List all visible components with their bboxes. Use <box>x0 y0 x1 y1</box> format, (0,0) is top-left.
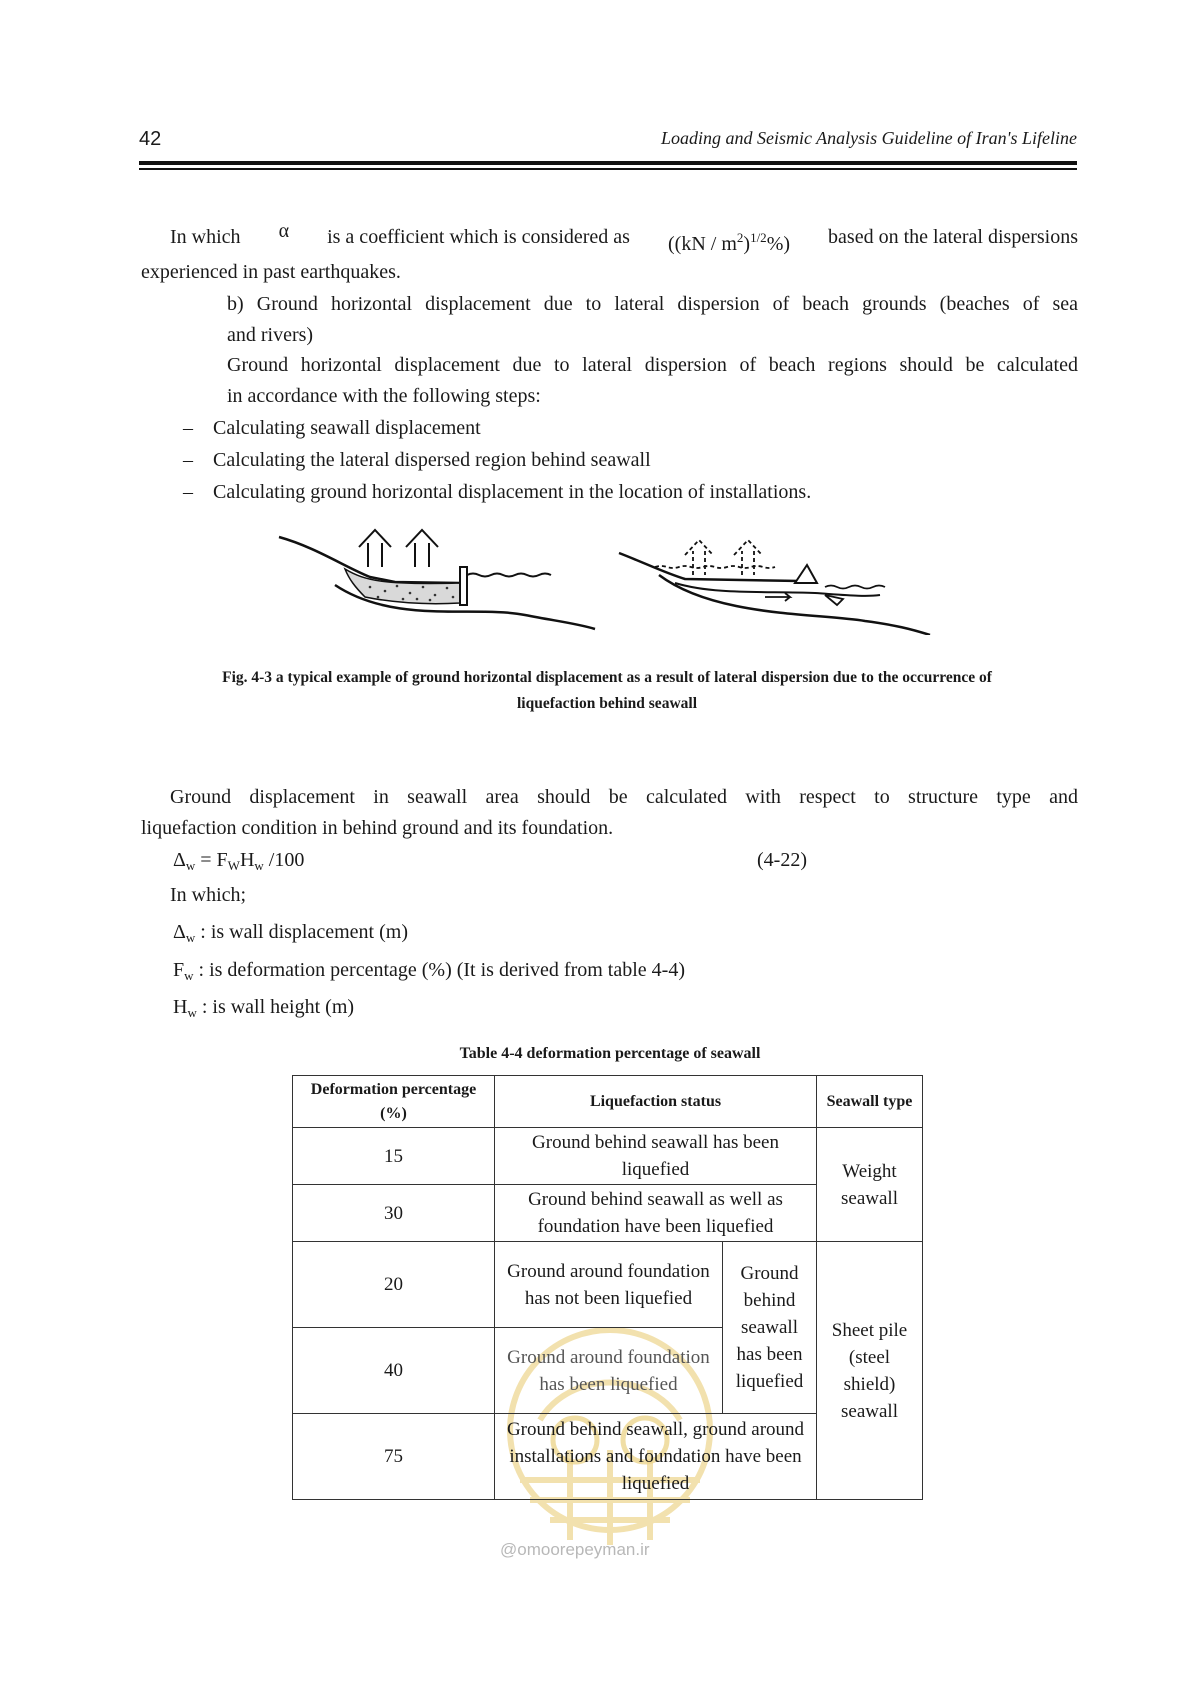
definition-wall-height: $H_w$ : is wall height (m) <box>173 996 355 1020</box>
figure-sketch-before <box>275 525 605 635</box>
cell-seawall-type: Sheet pile (steel shield) seawall <box>817 1242 923 1500</box>
bullet-item: – Calculating ground horizontal displacement in the location of installations. <box>183 477 811 508</box>
cell-status: Ground around foundation has been liquefied <box>495 1328 723 1414</box>
item-b-line2: and rivers) <box>227 324 314 346</box>
cell-merged-status: Ground behind seawall has been liquefied <box>723 1242 817 1414</box>
definition-wall-displacement: $\Delta_w$ : is wall displacement (m) <box>173 921 408 945</box>
cell-seawall-type: Weight seawall <box>817 1128 923 1242</box>
table-caption: Table 4-4 deformation percentage of seawall <box>459 1045 761 1062</box>
figure-caption: Fig. 4-3 a typical example of ground horizontal displacement as a result of lateral dispersion due to the occurrence of liquefaction behind seawall <box>222 669 992 712</box>
equation-4-22: $\Delta_w = F_WH_w$ /100 <box>173 849 305 873</box>
table-row <box>293 1128 923 1185</box>
cell-status: Ground around foundation has not been liquefied <box>495 1242 723 1328</box>
paragraph-alpha <box>170 222 1078 260</box>
cell-percentage: 15 <box>293 1128 495 1185</box>
p1-text-b: is a coefficient which is considered as <box>327 226 630 248</box>
header-rule-thin <box>139 168 1077 170</box>
item-b-line1: b) Ground horizontal displacement due to lateral dispersion of beach grounds (beaches of sea <box>227 293 1078 315</box>
bullet-item: – Calculating the lateral dispersed region behind seawall <box>183 445 651 476</box>
p1-text-a: In which <box>170 226 241 248</box>
cell-percentage: 30 <box>293 1185 495 1242</box>
figure-sketch-after <box>615 535 935 635</box>
unit-expression: $((kN / m^2)^{1/2}\%)$ <box>668 230 791 255</box>
table-header-row <box>293 1076 923 1128</box>
bullet-dash: – <box>183 449 193 471</box>
cell-status: Ground behind seawall has been liquefied <box>495 1128 817 1185</box>
item-b-line4: in accordance with the following steps: <box>227 385 541 407</box>
cell-status: Ground behind seawall, ground around installations and foundation have been liquefied <box>495 1414 817 1500</box>
header-liquefaction-status: Liquefaction status <box>495 1076 817 1128</box>
p1-text-c: based on the lateral dispersions <box>828 226 1078 248</box>
header-seawall-type: Seawall type <box>817 1076 923 1128</box>
watermark-url: @omoorepeyman.ir <box>500 1540 650 1559</box>
running-title: Loading and Seismic Analysis Guideline of Iran's Lifeline <box>661 128 1077 148</box>
item-b-line3: Ground horizontal displacement due to lateral dispersion of beach regions should be calculated <box>227 354 1078 376</box>
definition-deformation-percentage: $F_w$ : is deformation percentage (%) (It is derived from table 4-4) <box>173 959 685 983</box>
cell-percentage: 75 <box>293 1414 495 1500</box>
bullet-dash: – <box>183 417 193 439</box>
seawall-deformation-table <box>292 1075 923 1500</box>
paragraph-alpha-line2: experienced in past earthquakes. <box>141 261 401 283</box>
page-number: 42 <box>139 128 162 150</box>
alpha-symbol: α <box>278 220 290 242</box>
cell-status: Ground behind seawall as well as foundation have been liquefied <box>495 1185 817 1242</box>
bullet-dash: – <box>183 481 193 503</box>
header-rule <box>139 161 1077 165</box>
table-row <box>293 1242 923 1328</box>
header-deformation-percentage: Deformation percentage (%) <box>293 1076 495 1128</box>
cell-percentage: 40 <box>293 1328 495 1414</box>
ground-displacement-paragraph: Ground displacement in seawall area should be calculated with respect to structure type and <box>170 786 1078 808</box>
in-which-label: In which; <box>170 884 247 906</box>
cell-percentage: 20 <box>293 1242 495 1328</box>
ground-displacement-paragraph-line2: liquefaction condition in behind ground and its foundation. <box>141 817 614 839</box>
bullet-item: – Calculating seawall displacement <box>183 413 481 444</box>
equation-number: (4-22) <box>757 849 807 871</box>
